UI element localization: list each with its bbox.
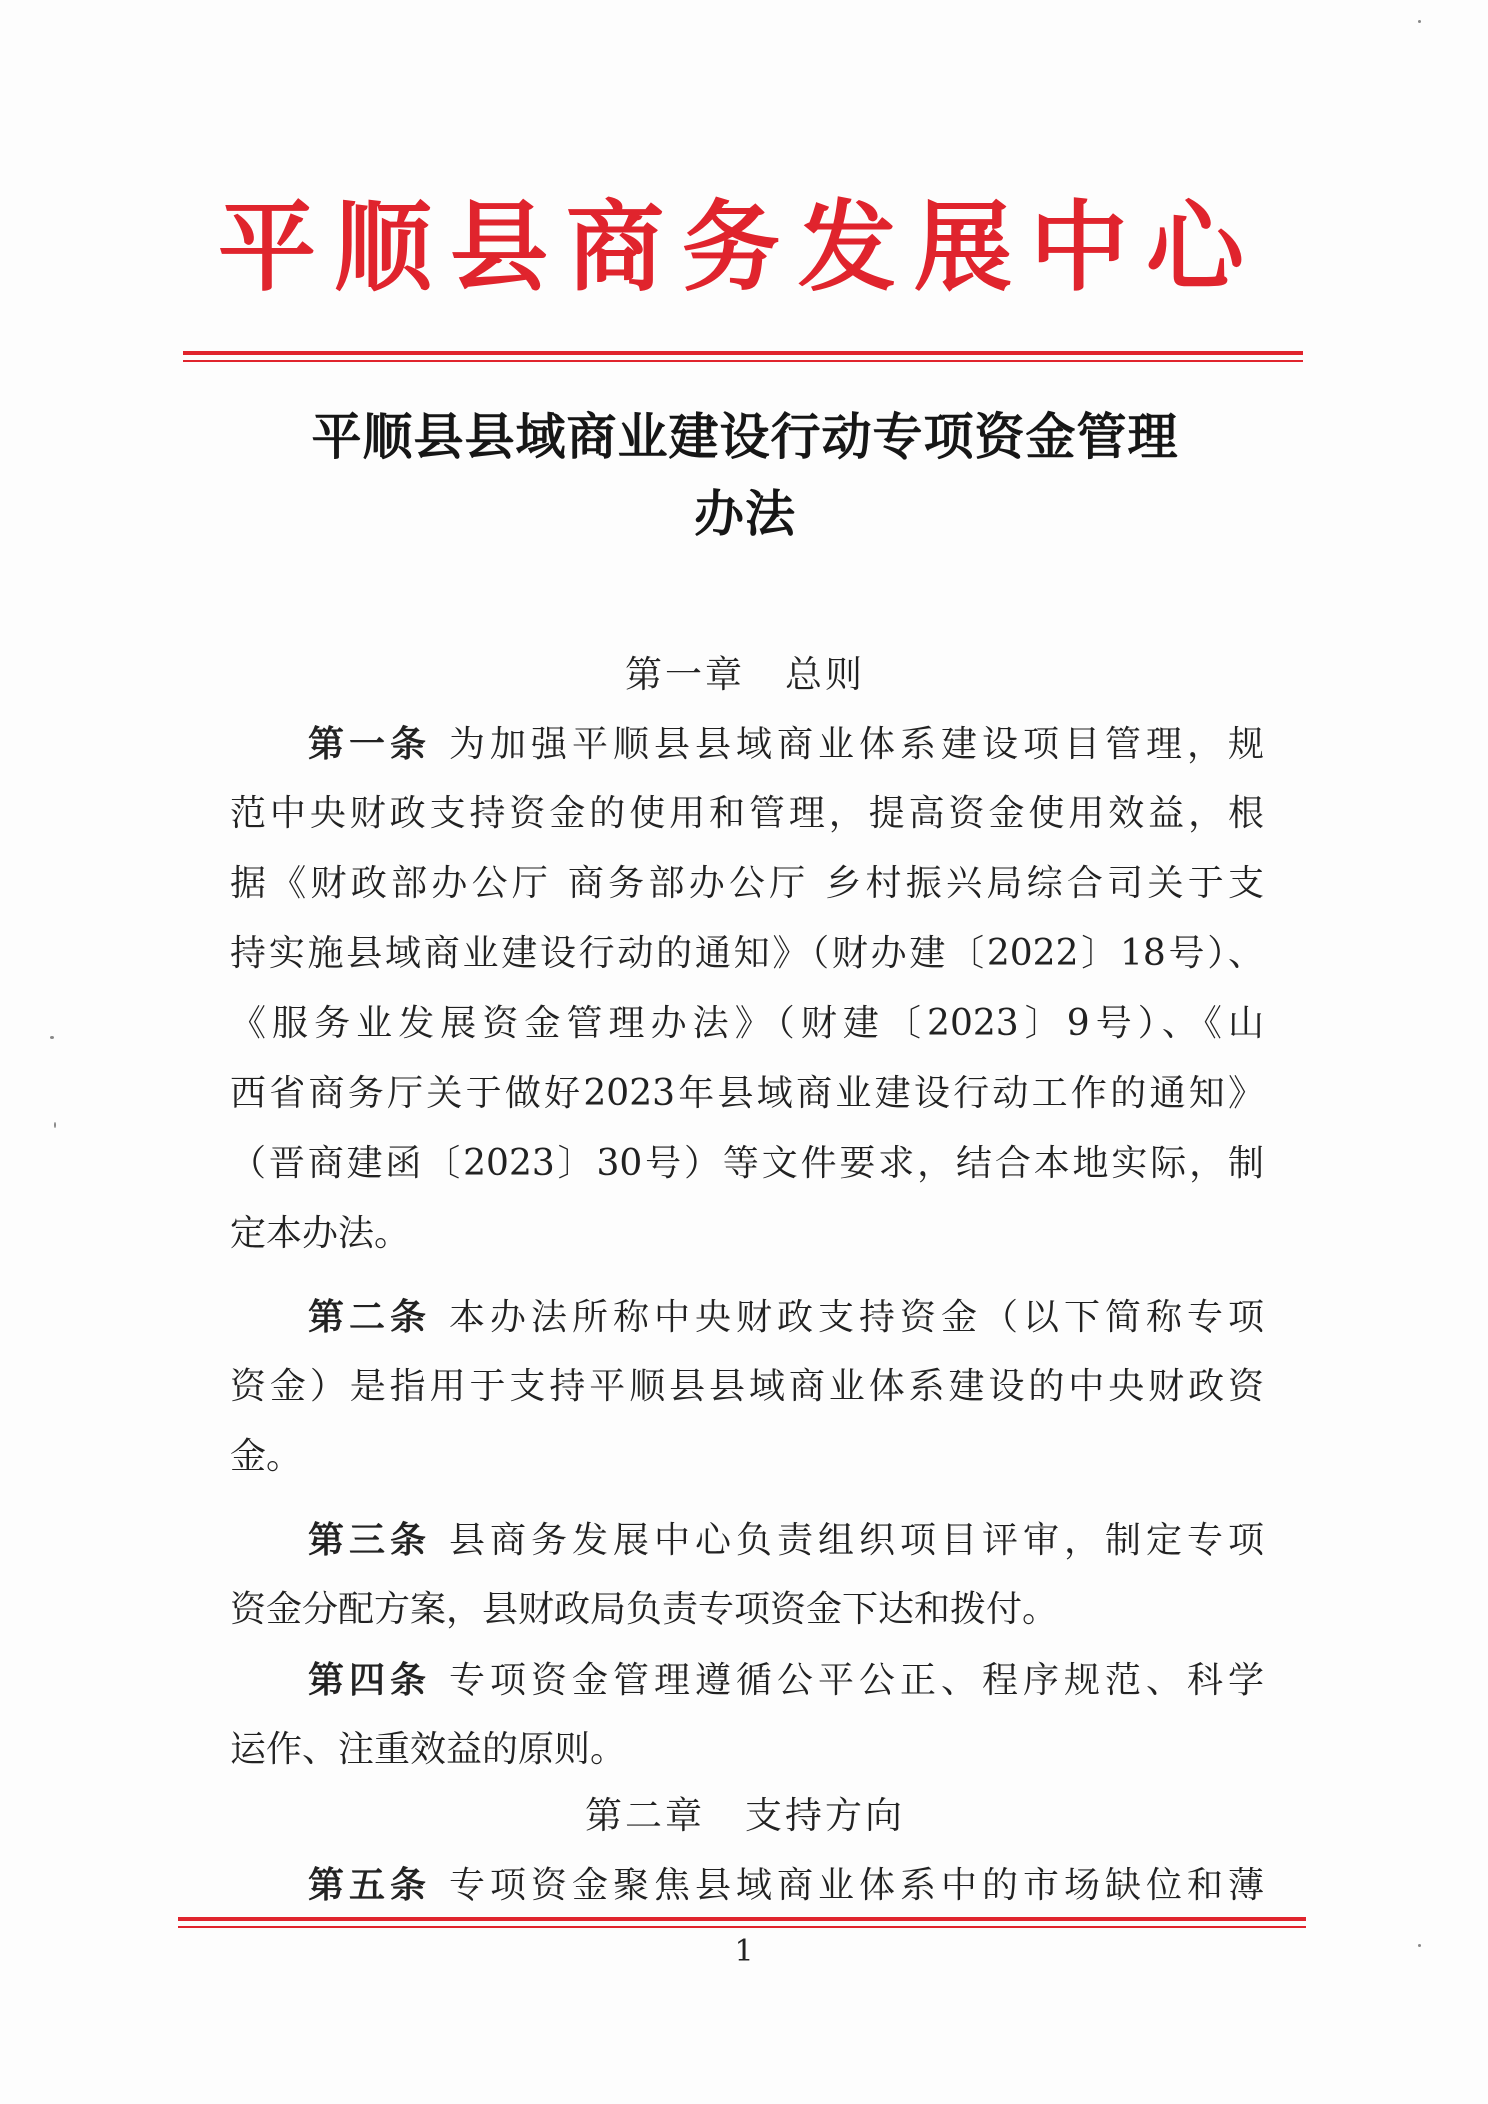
article-1-lead: 第一条 <box>308 723 431 765</box>
red-header-rule-thick <box>183 351 1303 355</box>
article-4-line-2: 运作、注重效益的原则。 <box>230 1729 627 1770</box>
red-header-rule-thin <box>183 360 1303 362</box>
red-footer-rule-thick <box>178 1917 1306 1921</box>
agency-masthead: 平顺县商务发展中心 <box>217 190 1262 305</box>
chapter-2-heading: 第二章 支持方向 <box>585 1794 905 1837</box>
article-4-line-1: 第四条 专项资金管理遵循公平公正、程序规范、科学 <box>308 1659 1264 1701</box>
chapter-1-heading: 第一章 总则 <box>625 653 865 696</box>
article-2-line-2: 资金）是指用于支持平顺县县域商业体系建设的中央财政资 <box>230 1366 1264 1407</box>
article-3-lead: 第三条 <box>308 1519 431 1561</box>
article-1-line-5: 《服务业发展资金管理办法》（财建〔2023〕9号）、《山 <box>230 1003 1264 1044</box>
document-title-line-2: 办法 <box>694 484 796 543</box>
article-2-lead: 第二条 <box>308 1296 431 1338</box>
article-1-line-8: 定本办法。 <box>230 1213 411 1254</box>
scan-speck <box>1418 1944 1421 1947</box>
scan-speck <box>54 1122 56 1128</box>
article-1-line-2: 范中央财政支持资金的使用和管理，提高资金使用效益，根 <box>230 793 1264 834</box>
page-number: 1 <box>734 1934 754 1969</box>
article-5-lead: 第五条 <box>308 1864 431 1906</box>
article-4-lead: 第四条 <box>308 1659 431 1701</box>
document-title-line-1: 平顺县县域商业建设行动专项资金管理 <box>311 407 1179 466</box>
article-1-line-3: 据《财政部办公厅 商务部办公厅 乡村振兴局综合司关于支 <box>230 863 1264 904</box>
article-1-line-4: 持实施县域商业建设行动的通知》（财办建〔2022〕18号）、 <box>230 933 1264 974</box>
article-2-line-1: 第二条 本办法所称中央财政支持资金（以下简称专项 <box>308 1296 1264 1338</box>
article-1-line-1: 第一条 为加强平顺县县域商业体系建设项目管理，规 <box>308 723 1264 765</box>
article-3-line-2: 资金分配方案，县财政局负责专项资金下达和拨付。 <box>230 1589 1059 1630</box>
article-5-line-1: 第五条 专项资金聚焦县域商业体系中的市场缺位和薄 <box>308 1864 1264 1906</box>
scan-speck <box>50 1036 54 1039</box>
red-footer-rule-thin <box>178 1926 1306 1928</box>
article-1-line-6: 西省商务厅关于做好2023年县域商业建设行动工作的通知》 <box>230 1073 1264 1114</box>
article-3-line-1: 第三条 县商务发展中心负责组织项目评审，制定专项 <box>308 1519 1264 1561</box>
article-1-line-7: （晋商建函〔2023〕30号）等文件要求，结合本地实际，制 <box>230 1143 1264 1184</box>
scan-speck <box>1418 20 1421 23</box>
article-2-line-3: 金。 <box>230 1436 303 1477</box>
